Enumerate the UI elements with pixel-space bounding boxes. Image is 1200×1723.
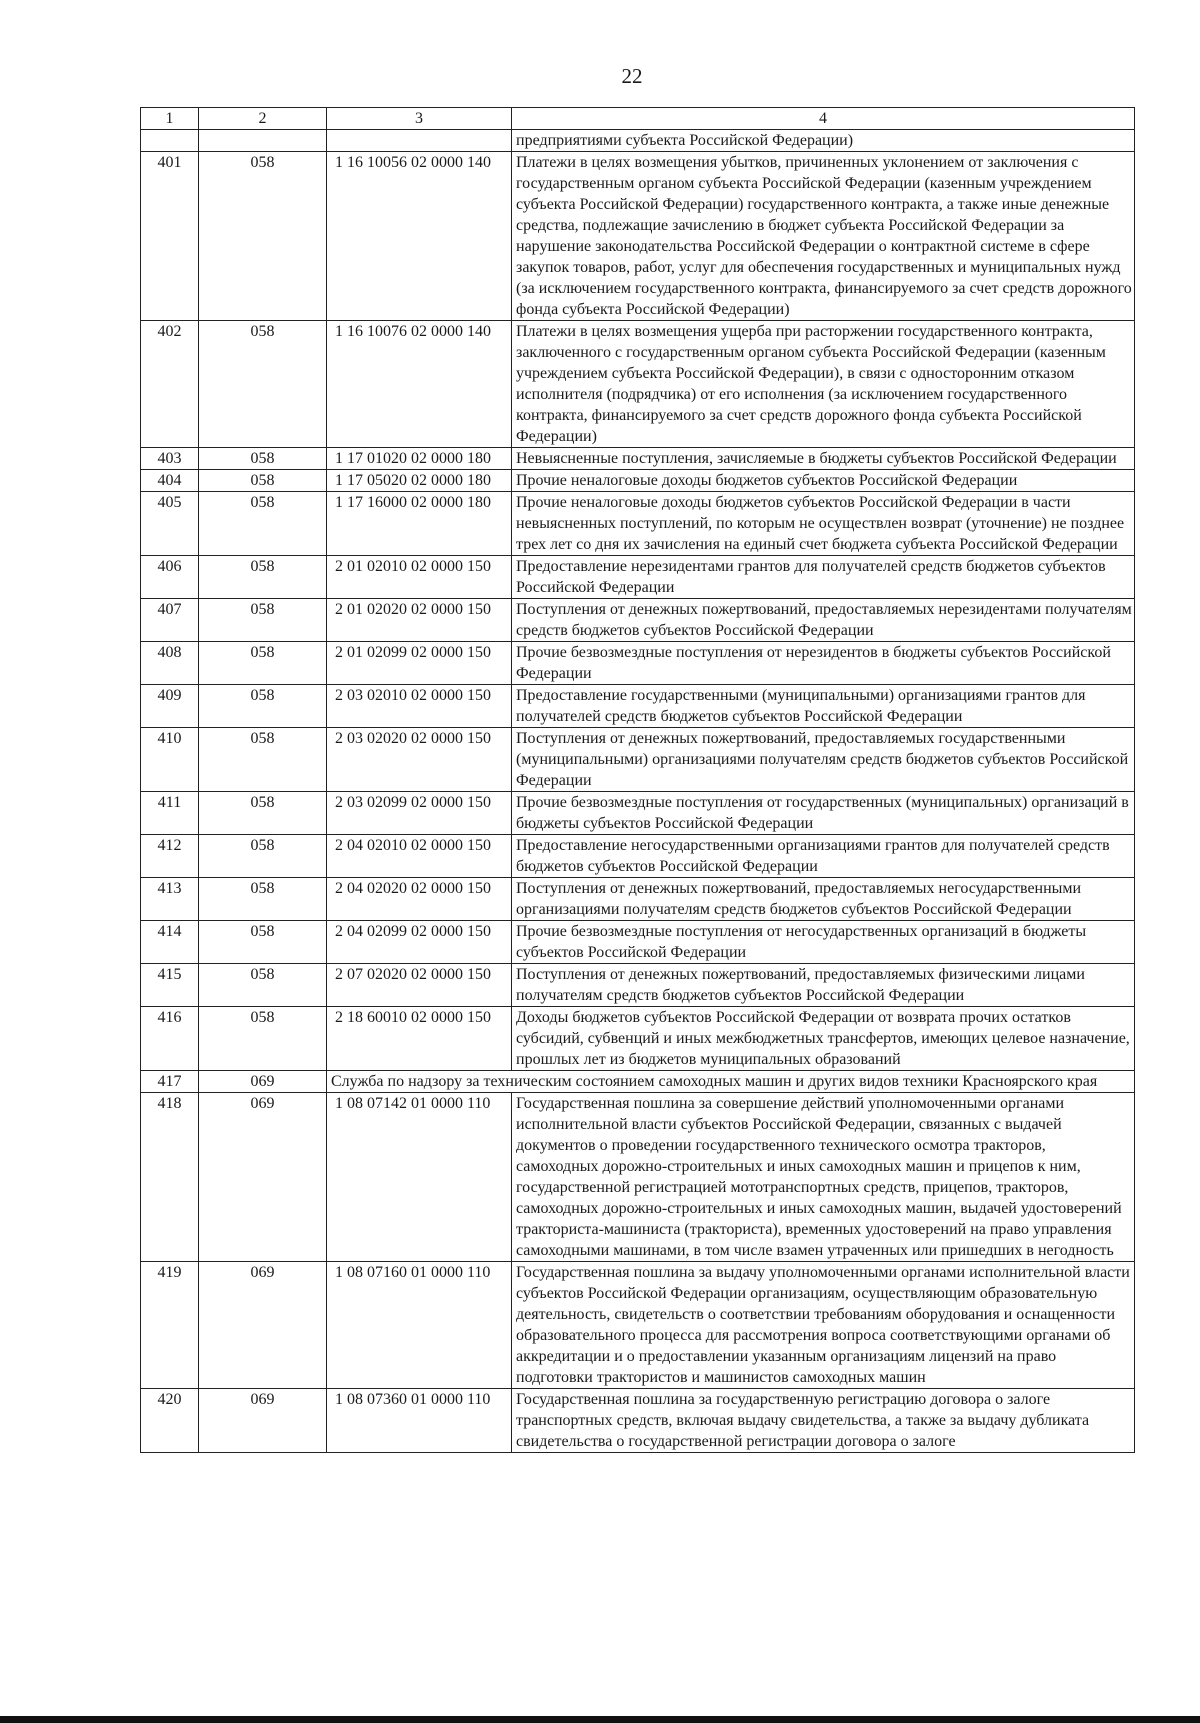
revenue-codes-table (140, 107, 1135, 1453)
cell-admin: 058 (199, 792, 327, 835)
cell-text: Доходы бюджетов субъектов Российской Федерации от возврата прочих остатков субсидий, субвенций и иных межбюджетных трансфертов, имеющих целевое назначение, прошлых лет из бюджетов муниципальных образований (512, 1007, 1135, 1071)
table-row (141, 1262, 1135, 1389)
cell-text: Государственная пошлина за государственную регистрацию договора о залоге транспортных средств, включая выдачу свидетельства, а также за выдачу дубликата свидетельства о государственной регистрации договора о залоге (512, 1389, 1135, 1453)
table-row (141, 921, 1135, 964)
cell-code: 1 16 10076 02 0000 140 (327, 321, 512, 448)
cell-num: 401 (141, 152, 199, 321)
table-row (141, 642, 1135, 685)
cell-admin: 058 (199, 556, 327, 599)
cell-admin: 058 (199, 835, 327, 878)
table-row (141, 835, 1135, 878)
cell-num: 409 (141, 685, 199, 728)
table-row (141, 1093, 1135, 1262)
cell-num: 419 (141, 1262, 199, 1389)
cell-admin: 069 (199, 1262, 327, 1389)
cell-admin: 058 (199, 685, 327, 728)
cell-admin: 058 (199, 728, 327, 792)
cell-code: 2 07 02020 02 0000 150 (327, 964, 512, 1007)
scan-edge-bar (0, 1716, 1200, 1723)
table-row (141, 470, 1135, 492)
table-row (141, 964, 1135, 1007)
table-row (141, 685, 1135, 728)
cell-code: 2 01 02010 02 0000 150 (327, 556, 512, 599)
cell-admin: 058 (199, 321, 327, 448)
cell-admin: 058 (199, 642, 327, 685)
header-col-1: 1 (141, 108, 199, 130)
header-col-2: 2 (199, 108, 327, 130)
department-name: Служба по надзору за техническим состоянием самоходных машин и других видов техники Красноярского края (327, 1071, 1135, 1093)
cell-num: 417 (141, 1071, 199, 1093)
cell-num: 415 (141, 964, 199, 1007)
cell-code: 2 04 02010 02 0000 150 (327, 835, 512, 878)
cell-text: Невыясненные поступления, зачисляемые в бюджеты субъектов Российской Федерации (512, 448, 1135, 470)
cell-admin: 058 (199, 878, 327, 921)
cell-text: Предоставление негосударственными организациями грантов для получателей средств бюджетов субъектов Российской Федерации (512, 835, 1135, 878)
cell-admin: 058 (199, 964, 327, 1007)
header-col-4: 4 (512, 108, 1135, 130)
cell-num: 412 (141, 835, 199, 878)
cell-num: 405 (141, 492, 199, 556)
cell-num: 406 (141, 556, 199, 599)
cell-num: 404 (141, 470, 199, 492)
cell-code: 2 01 02020 02 0000 150 (327, 599, 512, 642)
cell-admin: 058 (199, 448, 327, 470)
cell-num: 408 (141, 642, 199, 685)
cell-code: 2 03 02010 02 0000 150 (327, 685, 512, 728)
cell-code: 2 04 02020 02 0000 150 (327, 878, 512, 921)
cell-text: Поступления от денежных пожертвований, предоставляемых нерезидентами получателям средств бюджетов субъектов Российской Федерации (512, 599, 1135, 642)
cell-admin: 069 (199, 1093, 327, 1262)
cell-num: 403 (141, 448, 199, 470)
cell-text: Прочие безвозмездные поступления от негосударственных организаций в бюджеты субъектов Российской Федерации (512, 921, 1135, 964)
cell-num: 416 (141, 1007, 199, 1071)
cell-admin: 058 (199, 599, 327, 642)
cell-text: Платежи в целях возмещения убытков, причиненных уклонением от заключения с государственным органом субъекта Российской Федерации (казенным учреждением субъекта Российской Федерации) государственного контракта, а также иные денежные средства, подлежащие зачислению в бюджет субъекта Российской Федерации за нарушение законодательства Российской Федерации о контрактной системе в сфере закупок товаров, работ, услуг для обеспечения государственных и муниципальных нужд (за исключением государственного контракта, финансируемого за счет средств дорожного фонда субъекта Российской Федерации) (512, 152, 1135, 321)
cell-code: 1 17 01020 02 0000 180 (327, 448, 512, 470)
cell-text: Поступления от денежных пожертвований, предоставляемых физическими лицами получателям средств бюджетов субъектов Российской Федерации (512, 964, 1135, 1007)
table-row (141, 448, 1135, 470)
cell-num: 420 (141, 1389, 199, 1453)
cell-code: 1 08 07142 01 0000 110 (327, 1093, 512, 1262)
cell-code: 2 03 02020 02 0000 150 (327, 728, 512, 792)
cell-admin: 058 (199, 152, 327, 321)
cell-num: 414 (141, 921, 199, 964)
cell-admin (199, 130, 327, 152)
cell-text: Прочие неналоговые доходы бюджетов субъектов Российской Федерации (512, 470, 1135, 492)
cell-code: 1 17 05020 02 0000 180 (327, 470, 512, 492)
header-row (141, 108, 1135, 130)
table-row (141, 599, 1135, 642)
cell-text: Поступления от денежных пожертвований, предоставляемых государственными (муниципальными) организациями получателям средств бюджетов субъектов Российской Федерации (512, 728, 1135, 792)
cell-text: Государственная пошлина за выдачу уполномоченными органами исполнительной власти субъектов Российской Федерации организациям, осуществляющим образовательную деятельность, свидетельств о соответствии требованиям оборудования и оснащенности образовательного процесса для рассмотрения вопроса соответствующими органами об аккредитации и о предоставлении указанным организациям лицензий на право подготовки трактористов и машинистов самоходных машин (512, 1262, 1135, 1389)
table-row (141, 1007, 1135, 1071)
table-body (141, 130, 1135, 1453)
table-row (141, 492, 1135, 556)
cell-text: Предоставление государственными (муниципальными) организациями грантов для получателей средств бюджетов субъектов Российской Федерации (512, 685, 1135, 728)
continuation-row (141, 130, 1135, 152)
table-row (141, 728, 1135, 792)
page-number: 22 (621, 64, 643, 88)
cell-code: 2 03 02099 02 0000 150 (327, 792, 512, 835)
cell-code: 2 04 02099 02 0000 150 (327, 921, 512, 964)
cell-text: Прочие безвозмездные поступления от государственных (муниципальных) организаций в бюджеты субъектов Российской Федерации (512, 792, 1135, 835)
cell-num: 418 (141, 1093, 199, 1262)
cell-text: Прочие неналоговые доходы бюджетов субъектов Российской Федерации в части невыясненных поступлений, по которым не осуществлен возврат (уточнение) не позднее трех лет со дня их зачисления на единый счет бюджета субъекта Российской Федерации (512, 492, 1135, 556)
cell-num: 410 (141, 728, 199, 792)
table-row (141, 556, 1135, 599)
cell-admin: 058 (199, 921, 327, 964)
table-row (141, 321, 1135, 448)
cell-num (141, 130, 199, 152)
table-header (141, 108, 1135, 130)
cell-num: 413 (141, 878, 199, 921)
table-row (141, 878, 1135, 921)
cell-code: 2 01 02099 02 0000 150 (327, 642, 512, 685)
table-row (141, 792, 1135, 835)
table-row (141, 152, 1135, 321)
cell-text: Поступления от денежных пожертвований, предоставляемых негосударственными организациями получателям средств бюджетов субъектов Российской Федерации (512, 878, 1135, 921)
cell-text: Платежи в целях возмещения ущерба при расторжении государственного контракта, заключенного с государственным органом субъекта Российской Федерации (казенным учреждением субъекта Российской Федерации), в связи с односторонним отказом исполнителя (подрядчика) от его исполнения (за исключением государственного контракта, финансируемого за счет средств дорожного фонда субъекта Российской Федерации) (512, 321, 1135, 448)
table-row (141, 1389, 1135, 1453)
cell-num: 402 (141, 321, 199, 448)
cell-text: предприятиями субъекта Российской Федерации) (512, 130, 1135, 152)
cell-num: 411 (141, 792, 199, 835)
cell-num: 407 (141, 599, 199, 642)
cell-text: Предоставление нерезидентами грантов для получателей средств бюджетов субъектов Российской Федерации (512, 556, 1135, 599)
cell-code (327, 130, 512, 152)
cell-text: Прочие безвозмездные поступления от нерезидентов в бюджеты субъектов Российской Федерации (512, 642, 1135, 685)
cell-code: 1 16 10056 02 0000 140 (327, 152, 512, 321)
cell-admin: 058 (199, 1007, 327, 1071)
header-col-3: 3 (327, 108, 512, 130)
department-row (141, 1071, 1135, 1093)
cell-admin: 058 (199, 470, 327, 492)
cell-admin: 069 (199, 1071, 327, 1093)
cell-admin: 058 (199, 492, 327, 556)
cell-code: 1 08 07160 01 0000 110 (327, 1262, 512, 1389)
cell-code: 1 17 16000 02 0000 180 (327, 492, 512, 556)
cell-code: 2 18 60010 02 0000 150 (327, 1007, 512, 1071)
cell-text: Государственная пошлина за совершение действий уполномоченными органами исполнительной власти субъектов Российской Федерации, связанных с выдачей документов о проведении государственного технического осмотра тракторов, самоходных дорожно-строительных и иных самоходных машин и прицепов к ним, государственной регистрацией мототранспортных средств, прицепов, тракторов, самоходных дорожно-строительных и иных самоходных машин, выдачей удостоверений тракториста-машиниста (тракториста), временных удостоверений на право управления самоходными машинами, в том числе взамен утраченных или пришедших в негодность (512, 1093, 1135, 1262)
cell-admin: 069 (199, 1389, 327, 1453)
cell-code: 1 08 07360 01 0000 110 (327, 1389, 512, 1453)
